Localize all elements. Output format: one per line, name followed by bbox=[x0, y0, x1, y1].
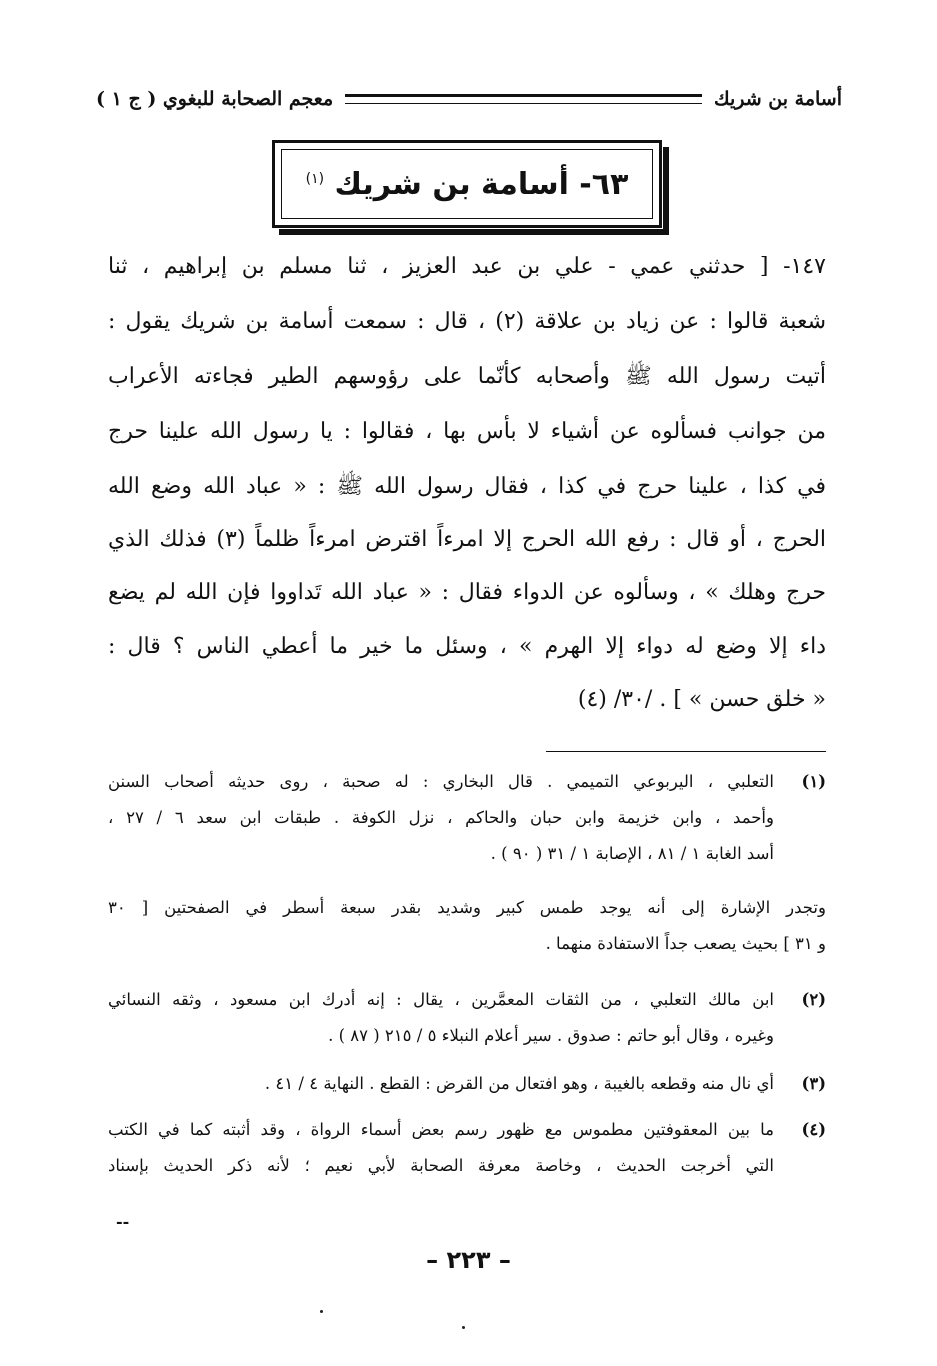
footnote-line: و ٣١ ] بحيث يصعب جداً الاستفادة منهما . bbox=[545, 934, 826, 953]
footnote-number: (٢) bbox=[801, 990, 826, 1009]
footnote-separator bbox=[546, 751, 826, 752]
footnote-line: وغيره ، وقال أبو حاتم : صدوق . سير أعلام النبلاء ٥ / ٢١٥ ( ٨٧ ) . bbox=[328, 1026, 774, 1045]
chapter-title bbox=[306, 167, 629, 202]
chapter-title-text: ٦٣- أسامة بن شريك bbox=[334, 166, 629, 202]
hadith-line: « خلق حسن » ] . /٣٠/ (٤) bbox=[577, 687, 826, 712]
footnote-3 bbox=[108, 1066, 826, 1102]
hadith-line: شعبة قالوا : عن زياد بن علاقة (٢) ، قال : سمعت أسامة بن شريك يقول : bbox=[108, 309, 826, 334]
header-section-title: أسامة بن شريك bbox=[713, 88, 842, 110]
running-header bbox=[96, 82, 842, 116]
header-rule bbox=[345, 94, 702, 104]
title-footnote-ref: (١) bbox=[305, 170, 325, 187]
footnote-line: التي أخرجت الحديث ، وخاصة معرفة الصحابة لأبي نعيم ؛ لأنه ذكر الحديث بإسناد bbox=[108, 1156, 774, 1175]
page-number: – ٢٢٣ – bbox=[426, 1246, 511, 1274]
scan-speck bbox=[320, 1310, 323, 1313]
chapter-title-box bbox=[272, 140, 662, 228]
footnote-note bbox=[108, 890, 826, 962]
footnote-line: أسد الغابة ١ / ٨١ ، الإصابة ١ / ٣١ ( ٩٠ ) . bbox=[490, 844, 774, 863]
footnote-line: وتجدر الإشارة إلى أنه يوجد طمس كبير وشديد بقدر سبعة أسطر في الصفحتين [ ٣٠ bbox=[108, 898, 826, 917]
hadith-line: ١٤٧- [ حدثني عمي - علي بن عبد العزيز ، ثنا مسلم بن إبراهيم ، ثنا bbox=[108, 254, 826, 279]
footnote-1 bbox=[108, 764, 826, 872]
footnote-line: ما بين المعقوفتين مطموس مع ظهور رسم بعض أسماء الرواة ، وقد أثبته كما في الكتب bbox=[108, 1120, 774, 1139]
footnote-line: التعلبي ، اليربوعي التميمي . قال البخاري : له صحبة ، روى حديثه أصحاب السنن bbox=[108, 772, 774, 791]
hadith-line: حرج وهلك » ، وسألوه عن الدواء فقال : « عباد الله تَداووا فإن الله لم يضع bbox=[108, 580, 826, 605]
footnote-line: أي نال منه وقطعه بالغيبة ، وهو افتعال من القرض : القطع . النهاية ٤ / ٤١ . bbox=[264, 1074, 774, 1093]
scan-speck bbox=[462, 1326, 465, 1329]
footnote-number: (٤) bbox=[801, 1120, 826, 1139]
footnote-4 bbox=[108, 1112, 826, 1184]
footnote-line: ابن مالك التعلبي ، من الثقات المعمَّرين ، يقال : إنه أدرك ابن مسعود ، وثقه النسائي bbox=[108, 990, 774, 1009]
footnote-number: (٣) bbox=[801, 1074, 826, 1093]
hadith-line: داء إلا وضع له دواء إلا الهرم » ، وسئل ما خير ما أعطي الناس ؟ قال : bbox=[108, 634, 826, 659]
footnote-line: وأحمد ، وابن خزيمة وابن حبان والحاكم ، نزل الكوفة . طبقات ابن سعد ٦ / ٢٧ ، bbox=[108, 808, 774, 827]
hadith-line: في كذا ، علينا حرج في كذا ، فقال رسول الله ﷺ : « عباد الله وضع الله bbox=[108, 474, 826, 499]
footnote-2 bbox=[108, 982, 826, 1054]
continuation-mark: -- bbox=[116, 1212, 130, 1231]
hadith-line: الحرج ، أو قال : رفع الله الحرج إلا امرءاً اقترض امرءاً ظلماً (٣) فذلك الذي bbox=[108, 527, 826, 552]
hadith-line: من جوانب فسألوه عن أشياء لا بأس بها ، فقالوا : يا رسول الله علينا حرج bbox=[108, 419, 826, 444]
footnote-number: (١) bbox=[801, 772, 826, 791]
header-book-title: معجم الصحابة للبغوي ( ج ١ ) bbox=[96, 88, 334, 110]
hadith-line: أتيت رسول الله ﷺ وأصحابه كأنّما على رؤوسهم الطير فجاءته الأعراب bbox=[108, 364, 826, 389]
